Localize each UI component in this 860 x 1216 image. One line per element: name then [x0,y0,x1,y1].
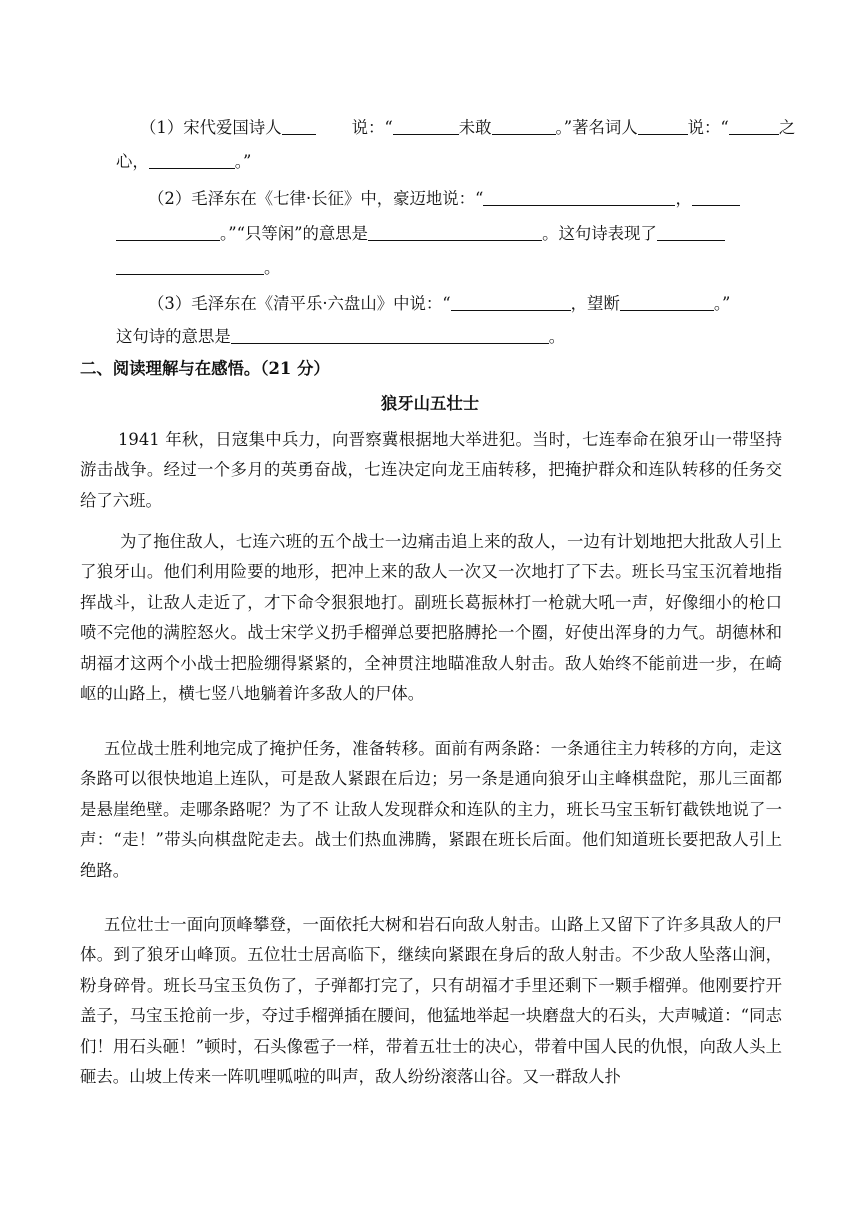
q2-prompt-e: 。 [264,258,281,277]
q1-blank-verse-3[interactable] [729,119,779,135]
q2-prompt-b: ， [675,189,692,208]
q2-prompt-d: 。这句诗表现了 [542,224,657,243]
q1-blank-lyricist[interactable] [638,119,688,135]
q3-prompt-e: 。 [548,327,566,346]
article-paragraph-4: 五位壮士一面向顶峰攀登，一面依托大树和岩石向敌人射击。山路上又留下了许多具敌人的尸体。到了狼牙山峰顶。五位壮士居高临下，继续向紧跟在身后的敌人射击。不少敌人坠落山涧，粉身碎骨。班长马宝玉负伤了，子弹都打完了，只有胡福才手里还剩下一颗手榴弹。他刚要拧开盖子，马宝玉抢前一步，夺过手榴弹插在腰间，他猛地举起一块磨盘大的石头，大声喊道：“同志们！用石头砸！”顿时，石头像雹子一样，带着五壮士的决心，带着中国人民的仇恨，向敌人头上砸去。山坡上传来一阵叽哩呱啦的叫声，敌人纷纷滚落山谷。又一群敌人扑 [80,915,782,1087]
q2-line2 [116,225,725,242]
q3-prompt-c: 。” [713,294,731,313]
article-paragraph-1: 1941 年秋，日寇集中兵力，向晋察冀根据地大举进犯。当时，七连奉命在狼牙山一带坚持游击战争。经过一个多月的英勇奋战，七连决定向龙王庙转移，把掩护群众和连队转移的任务交给了六班。 [80,430,782,510]
q1-prompt-e: 说：“ [687,118,729,137]
q1-prompt-g: 心， [116,152,149,171]
q3-blank-verse-2[interactable] [620,295,714,311]
q1-prompt-f: 之 [778,118,796,137]
q1-prompt-a: （1）宋代爱国诗人 [140,118,282,137]
q3-blank-verse-1[interactable] [451,295,571,311]
q2-blank-verse-2a[interactable] [692,190,740,206]
q1-prompt-d: 。”著名词人 [555,118,638,137]
article-paragraph-2: 为了拖住敌人，七连六班的五个战士一边痛击追上来的敌人，一边有计划地把大批敌人引上了狼牙山。他们利用险要的地形，把冲上来的敌人一次又一次地打了下去。班长马宝玉沉着地指挥战斗，让敌人走近了，才下命令狠狠地打。副班长葛振林打一枪就大吼一声，好像细小的枪口喷不完他的满腔怒火。战士宋学义扔手榴弹总要把胳膊抡一个圈，好使出浑身的力气。胡德林和胡福才这两个小战士把脸绷得紧紧的，全神贯注地瞄准敌人射击。敌人始终不能前进一步，在崎岖的山路上，横七竖八地躺着许多敌人的尸体。 [80,532,782,704]
q1-line1 [140,119,795,136]
q3-blank-meaning[interactable] [231,328,549,344]
q2-prompt-a: （2）毛泽东在《七律·长征》中，豪迈地说：“ [148,189,484,208]
q1-blank-verse-1[interactable] [393,119,459,135]
q3-prompt-d: 这句诗的意思是 [116,327,231,346]
q1-prompt-b: 说：“ [351,118,393,137]
article-title: 狼牙山五壮士 [380,394,480,413]
q2-blank-expresses-a[interactable] [657,225,725,241]
q2-blank-meaning[interactable] [368,225,542,241]
q2-blank-expresses-b[interactable] [116,259,264,275]
q3-prompt-a: （3）毛泽东在《清平乐·六盘山》中说：“ [148,294,451,313]
q1-blank-verse-4[interactable] [149,153,235,169]
q1-line2 [116,153,251,170]
q1-blank-verse-2[interactable] [492,119,556,135]
q3-prompt-b: ，望断 [570,294,620,313]
section-heading: 二、阅读理解与在感悟。（21 分） [80,359,330,378]
q3-line1 [148,295,730,312]
q2-blank-verse-1[interactable] [483,190,675,206]
q2-prompt-c: 。”“只等闲”的意思是 [220,224,369,243]
q1-blank-poet[interactable] [282,119,316,135]
article-paragraph-3: 五位战士胜利地完成了掩护任务，准备转移。面前有两条路：一条通往主力转移的方向，走这条路可以很快地追上连队，可是敌人紧跟在后边；另一条是通向狼牙山主峰棋盘陀，那儿三面都是悬崖绝壁。走哪条路呢？为了不 让敌人发现群众和连队的主力，班长马宝玉斩钉截铁地说了一声：“走！”带头向棋盘陀走去。战士们热血沸腾，紧跟在班长后面。他们知道班长要把敌人引上绝路。 [80,739,782,880]
q1-prompt-c: 未敢 [458,118,492,137]
q2-line3 [116,259,280,276]
q3-line2 [116,328,565,345]
q2-blank-verse-2b[interactable] [116,225,220,241]
q2-line1 [148,190,740,207]
q1-prompt-h: 。” [234,152,252,171]
